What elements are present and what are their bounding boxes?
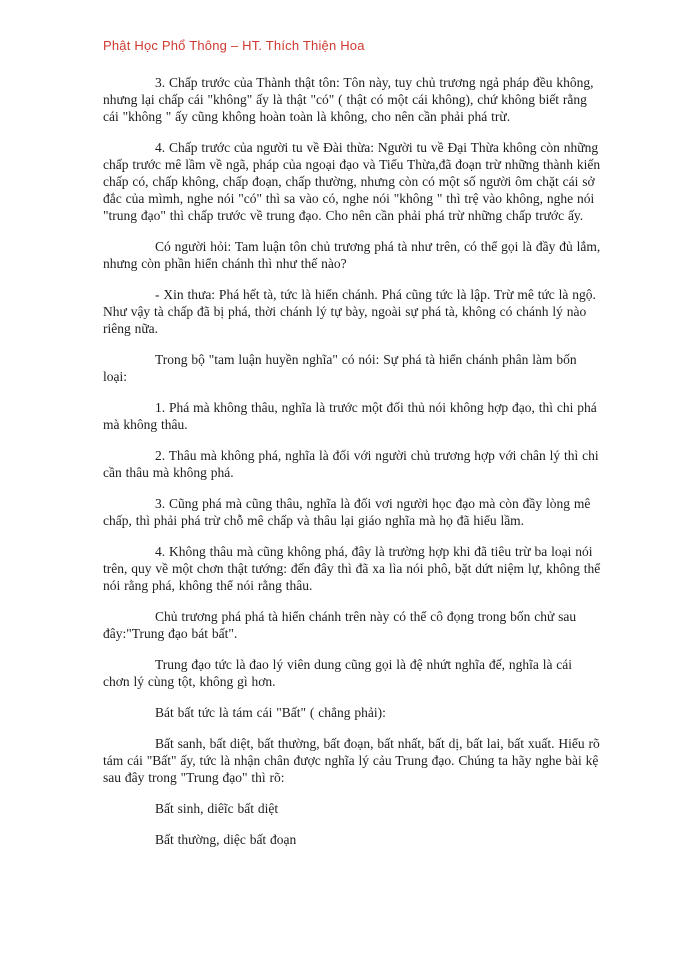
paragraph: Có người hỏi: Tam luận tôn chủ trương phá tà như trên, có thể gọi là đầy đủ lắm, nhưng còn phần hiển chánh thì như thế nào? [103,239,601,271]
paragraph: 4. Chấp trước của người tu về Đài thừa: Người tu về Đại Thừa không còn những chấp trước mê lầm về ngã, pháp của ngoại đạo và Tiểu Thừa,đã đoạn trừ những thành kiến chấp có, chấp không, chấp đoạn, chấp thường, nhưng còn có một số người ôm chặt cái sở đắc của mìmh, nghe nói "có" thì sa vào có, nghe nói "không " thì trệ vào không, nghe nói "trung đạo" thì chấp trước về trung đạo. Cho nên cần phải phá trừ những chấp trước ấy. [103,140,601,223]
paragraph: Bát bất tức là tám cái "Bất" ( chẳng phải): [155,705,386,720]
paragraph: 4. Không thâu mà cũng không phá, đây là trường hợp khi đã tiêu trừ ba loại nói trên, quy về một chơn thật tướng: đến đây thì đã xa lìa nói phô, bặt dứt niệm lự, không thể nói rằng phá, không thể nói rằng thâu. [103,544,601,593]
paragraph: 2. Thâu mà không phá, nghĩa là đối với người chủ trương hợp với chân lý thì chi cần thâu mà không phá. [103,448,599,480]
paragraph: Bất sinh, diêĩc bất diệt [155,801,279,816]
document-body [103,74,602,862]
paragraph: Bất thường, diệc bất đoạn [155,832,297,847]
document-header-title: Phật Học Phổ Thông – HT. Thích Thiện Hoa [103,38,365,53]
paragraph: Trung đạo tức là đao lý viên dung cũng gọi là đệ nhứt nghĩa đế, nghĩa là cái chơn lý cùng tột, không gì hơn. [103,657,573,689]
paragraph: 1. Phá mà không thâu, nghĩa là trước một đối thủ nói không hợp đạo, thì chi phá mà không thâu. [103,400,597,432]
paragraph: - Xin thưa: Phá hết tà, tức là hiển chánh. Phá cũng tức là lập. Trừ mê tức là ngộ. Như vậy tà chấp đã bị phá, thời chánh lý tự bày, ngoài sự phá tà, không có chánh lý nào riêng nữa. [103,287,596,336]
paragraph: 3. Cũng phá mà cũng thâu, nghĩa là đối vơi người học đạo mà còn đầy lòng mê chấp, thì phải phá trừ chỗ mê chấp và thâu lại giáo nghĩa mà họ đã hiểu lầm. [103,496,591,528]
paragraph: 3. Chấp trước của Thành thật tôn: Tôn này, tuy chủ trương ngả pháp đều không, nhưng lại chấp cái "không" ấy là thật "có" ( thật có một cái không), chứ không biết rằng cái "không " ấy cũng không hoàn toàn là không, cho nên cần phải phá trừ. [103,75,594,124]
paragraph: Chủ trương phá phá tà hiển chánh trên này có thể cô đọng trong bốn chử sau đây:"Trung đạo bát bất". [103,609,577,641]
paragraph: Trong bộ "tam luận huyền nghĩa" có nói: Sự phá tà hiển chánh phân làm bốn loại: [103,352,577,384]
paragraph: Bất sanh, bất diệt, bất thường, bất đoạn, bất nhất, bất dị, bất lai, bất xuất. Hiểu rõ tám cái "Bất" ấy, tức là nhận chân được nghĩa lý cảu Trung đạo. Chúng ta hãy nghe bài kệ sau đây trong "Trung đạo" thì rõ: [103,736,600,785]
